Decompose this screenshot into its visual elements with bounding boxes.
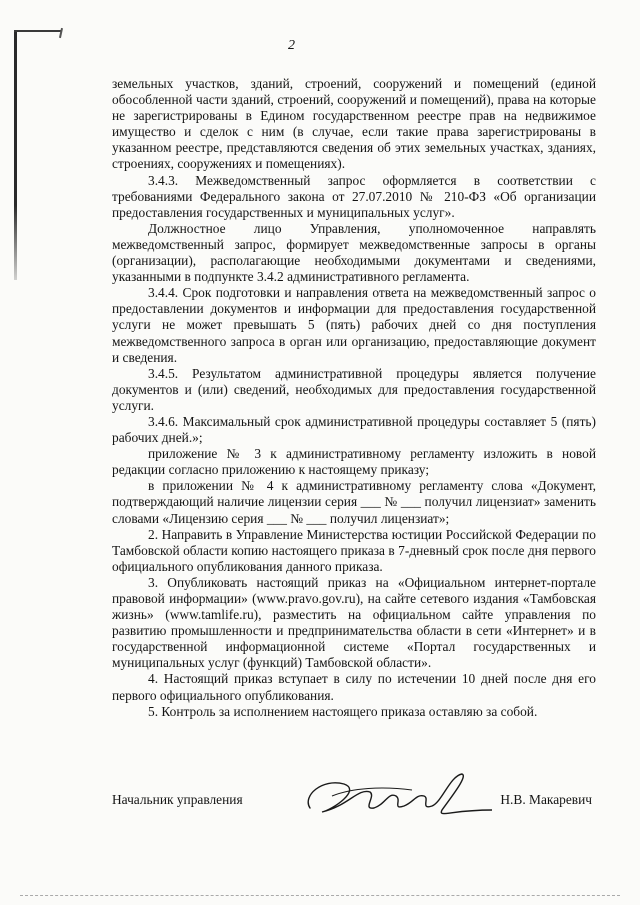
paragraph: земельных участков, зданий, строений, сооружений и помещений (единой обособленной части зданий, строений, сооружений и помещений), права на которые не зарегистрированы в Едином государственном реестре прав на недвижимое имущество и сделок с ним (в случае, если такие права зарегистрированы в указанном реестре, представляются сведения об этих земельных участках, зданиях, строениях, сооружениях и помещениях). — [112, 76, 596, 172]
paragraph: в приложении № 4 к административному регламенту слова «Документ, подтверждающий наличие лицензии серия ___ № ___ получил лицензиат» заменить словами «Лицензию серия ___ № ___ получил лицензиат»; — [112, 478, 596, 526]
paragraph: 3.4.3. Межведомственный запрос оформляется в соответствии с требованиями Федерального закона от 27.07.2010 № 210-ФЗ «Об организации предоставления государственных и муниципальных услуг». — [112, 172, 596, 220]
signatory-name: Н.В. Макаревич — [500, 792, 592, 807]
signatory-title: Начальник управления — [112, 792, 243, 807]
paragraph: 2. Направить в Управление Министерства юстиции Российской Федерации по Тамбовской области копию настоящего приказа в 7-дневный срок после дня первого официального опубликования данного приказа. — [112, 526, 596, 574]
paragraph: 3. Опубликовать настоящий приказ на «Официальном интернет-портале правовой информации» (www.pravo.gov.ru), на сайте сетевого издания «Тамбовская жизнь» (www.tamlife.ru), разместить на официальном сайте управления по развитию промышленности и предпринимательства области в сети «Интернет» и в государственной информационной системе «Портал государственных и муниципальных услуг (функций) Тамбовской области». — [112, 574, 596, 671]
paragraph: 3.4.4. Срок подготовки и направления ответа на межведомственный запрос о предоставлении документов и информации для предоставления государственной услуги не может превышать 5 (пять) рабочих дней со дня поступления межведомственного запроса в орган или организацию, предоставляющие документ и сведения. — [112, 285, 596, 365]
scan-corner-mark — [14, 30, 62, 32]
paragraph: Должностное лицо Управления, уполномоченное направлять межведомственный запрос, формирует межведомственные запросы в органы (организации), располагающие необходимыми документами и сведениями, указанными в подпункте 3.4.2 административного регламента. — [112, 220, 596, 285]
paragraph: 3.4.5. Результатом административной процедуры является получение документов и (или) сведений, необходимых для предоставления государственной услуги. — [112, 365, 596, 413]
paragraph: 3.4.6. Максимальный срок административной процедуры составляет 5 (пять) рабочих дней.»; — [112, 413, 596, 446]
paragraph: приложение № 3 к административному регламенту изложить в новой редакции согласно приложению к настоящему приказу; — [112, 446, 596, 478]
signature-block — [112, 788, 596, 828]
document-body — [112, 76, 596, 720]
scan-tick-mark — [59, 28, 63, 38]
page-number: 2 — [288, 38, 295, 53]
scan-edge-mark — [14, 30, 17, 280]
scan-bottom-edge — [20, 895, 620, 897]
paragraph: 5. Контроль за исполнением настоящего приказа оставляю за собой. — [148, 703, 538, 719]
paragraph: 4. Настоящий приказ вступает в силу по истечении 10 дней после дня его первого официального опубликования. — [112, 671, 596, 703]
handwritten-signature — [292, 766, 492, 826]
